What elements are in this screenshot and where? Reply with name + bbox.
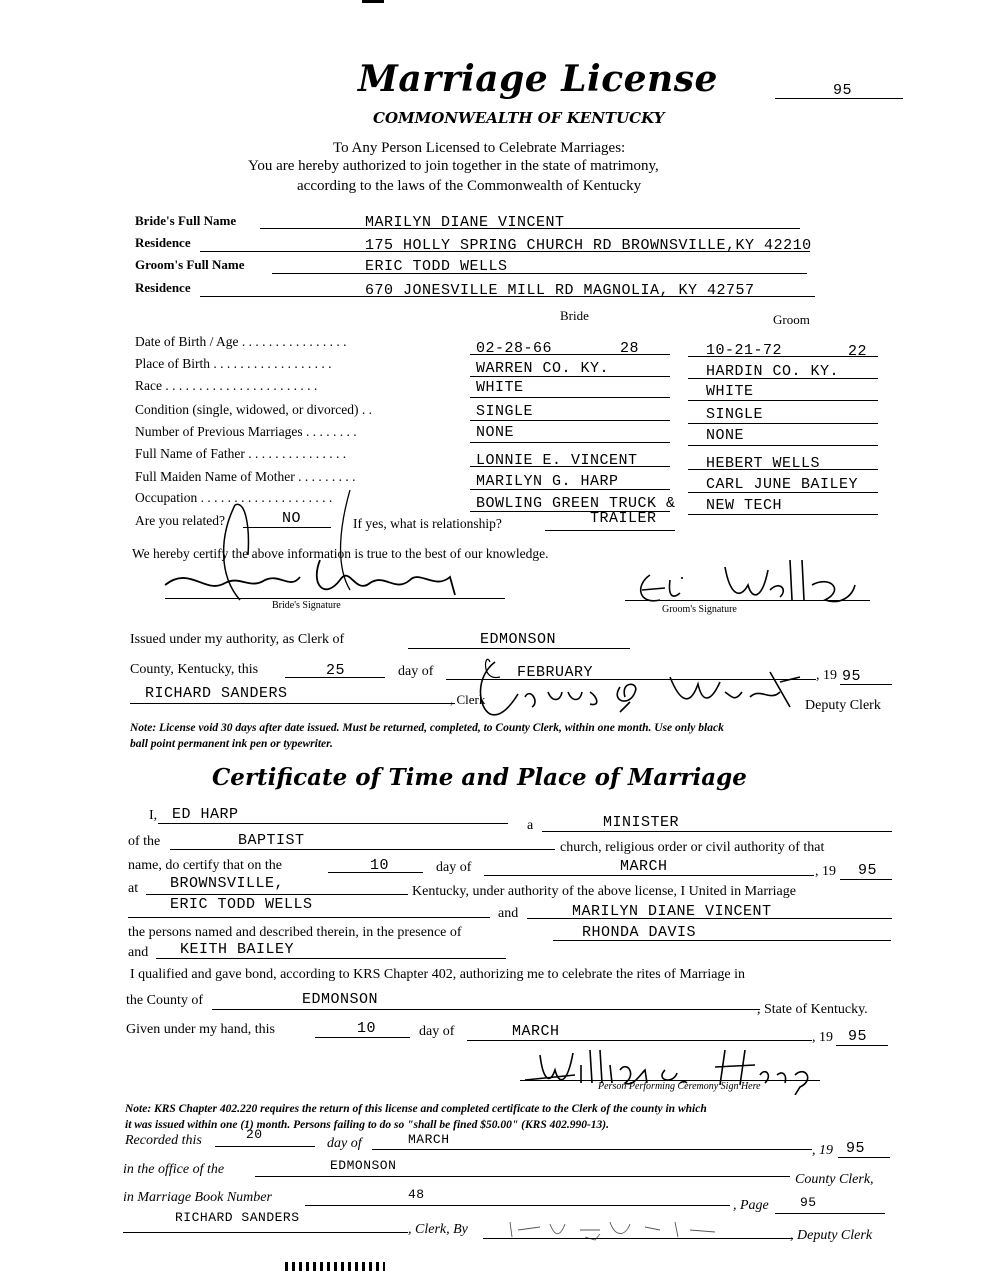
bride-condition: SINGLE <box>476 403 534 420</box>
condition-label: Condition (single, widowed, or divorced) . . <box>135 402 372 417</box>
bride-race: WHITE <box>476 379 524 396</box>
witness-2: KEITH BAILEY <box>180 941 295 958</box>
commonwealth-subtitle: COMMONWEALTH OF KENTUCKY <box>373 109 665 127</box>
mother-label: Full Maiden Name of Mother . . . . . . . . . <box>135 469 356 484</box>
relationship-label: If yes, what is relationship? <box>353 516 502 531</box>
license-title: Marriage License <box>358 58 718 100</box>
license-number-line <box>775 98 903 99</box>
race-label: Race . . . . . . . . . . . . . . . . . . . . . . . <box>135 378 318 393</box>
recording-clerk-name: RICHARD SANDERS <box>175 1210 300 1225</box>
cert-at-label: at <box>128 881 139 896</box>
cert-county: EDMONSON <box>302 991 379 1008</box>
recorded-month: MARCH <box>408 1132 450 1147</box>
church-name: BAPTIST <box>238 832 305 849</box>
license-number: 95 <box>833 82 853 99</box>
bride-dob: 02-28-66 <box>476 340 553 357</box>
issued-day: 25 <box>326 662 346 679</box>
bride-signature-label: Bride's Signature <box>272 600 341 611</box>
bride-name-label: Bride's Full Name <box>135 213 237 228</box>
clerk-label: , Clerk <box>450 692 486 707</box>
cert-given-day-of: day of <box>419 1024 455 1039</box>
witness-1: RHONDA DAVIS <box>582 924 697 941</box>
clerk-by-label: , Clerk, By <box>408 1222 468 1237</box>
recording-deputy-label: , Deputy Clerk <box>790 1228 873 1243</box>
cert-a-label: a <box>527 818 534 833</box>
intro-line-2: You are hereby authorized to join together in the state of matrimony, <box>248 158 659 174</box>
bride-father: LONNIE E. VINCENT <box>476 452 638 469</box>
book-number-label: in Marriage Book Number <box>123 1190 272 1205</box>
issued-clerk-county: EDMONSON <box>480 631 557 648</box>
ceremony-year: 95 <box>858 862 878 879</box>
bride-residence-value: 175 HOLLY SPRING CHURCH RD BROWNSVILLE,KY 42210 <box>365 237 812 254</box>
groom-name-value: ERIC TODD WELLS <box>365 258 508 275</box>
cert-bride-name: MARILYN DIANE VINCENT <box>572 903 772 920</box>
pob-label: Place of Birth . . . . . . . . . . . . . . . . . . <box>135 356 332 371</box>
bride-pob: WARREN CO. KY. <box>476 360 610 377</box>
recorded-label: Recorded this <box>125 1133 202 1148</box>
officiant-signature-label: Person Performing Ceremony Sign Here <box>598 1081 761 1092</box>
groom-name-label: Groom's Full Name <box>135 257 245 272</box>
recorded-day-of-label: day of <box>327 1136 362 1151</box>
intro-line-3: according to the laws of the Commonwealth of Kentucky <box>297 178 642 194</box>
groom-condition: SINGLE <box>706 406 764 423</box>
groom-occupation: NEW TECH <box>706 497 783 514</box>
dob-label: Date of Birth / Age . . . . . . . . . . . . . . . . <box>135 334 347 349</box>
cert-year-prefix: , 19 <box>815 864 836 879</box>
ceremony-day: 10 <box>370 857 390 874</box>
bride-mother: MARILYN G. HARP <box>476 473 619 490</box>
cert-given-label: Given under my hand, this <box>126 1022 275 1037</box>
bride-signature <box>150 465 470 605</box>
father-label: Full Name of Father . . . . . . . . . . . . . . . <box>135 446 347 461</box>
given-year: 95 <box>848 1028 868 1045</box>
groom-column-header: Groom <box>773 312 810 327</box>
cert-of-the-label: of the <box>128 834 161 849</box>
groom-pob: HARDIN CO. KY. <box>706 363 840 380</box>
issued-year: 95 <box>842 668 862 685</box>
scan-artifact <box>285 1262 385 1271</box>
issuing-clerk-name: RICHARD SANDERS <box>145 685 288 702</box>
county-clerk-label: County Clerk, <box>795 1172 874 1187</box>
certificate-title: Certificate of Time and Place of Marriage <box>212 764 747 791</box>
related-label: Are you related? <box>135 513 225 528</box>
deputy-clerk-label: Deputy Clerk <box>805 698 881 713</box>
bride-age: 28 <box>620 340 640 357</box>
license-note-line-1: Note: License void 30 days after date issued. Must be returned, completed, to County Clerk, within one month. Use only black <box>130 722 724 734</box>
officiant-name: ED HARP <box>172 806 239 823</box>
cert-groom-name: ERIC TODD WELLS <box>170 896 313 913</box>
groom-age: 22 <box>848 343 868 360</box>
recorded-day: 20 <box>246 1127 263 1142</box>
page-number: 95 <box>800 1195 817 1210</box>
cert-kentucky-label: Kentucky, under authority of the above license, I United in Marriage <box>412 884 796 899</box>
given-day: 10 <box>357 1020 377 1037</box>
officiant-title: MINISTER <box>603 814 680 831</box>
bride-occupation-line1: BOWLING GREEN TRUCK & <box>476 495 676 512</box>
ceremony-month: MARCH <box>620 858 668 875</box>
recorded-year: 95 <box>846 1140 866 1157</box>
cert-certify-label: name, do certify that on the <box>128 858 282 873</box>
bride-occupation-line2: TRAILER <box>590 510 657 527</box>
book-number: 48 <box>408 1187 425 1202</box>
groom-prev-marriages: NONE <box>706 427 745 444</box>
issued-year-prefix: , 19 <box>816 668 837 683</box>
cert-presence-label: the persons named and described therein, in the presence of <box>128 925 462 940</box>
bride-residence-label: Residence <box>135 235 191 250</box>
bride-prev-marriages: NONE <box>476 424 515 441</box>
cert-and-label: and <box>498 906 519 921</box>
issued-month: FEBRUARY <box>517 664 594 681</box>
groom-race: WHITE <box>706 383 754 400</box>
groom-residence-value: 670 JONESVILLE MILL RD MAGNOLIA, KY 42757 <box>365 282 755 299</box>
certify-statement: We hereby certify the above information is true to the best of our knowledge. <box>132 546 549 561</box>
recorded-office: EDMONSON <box>330 1158 397 1173</box>
krs-note-line-2: it was issued within one (1) month. Persons failing to do so "shall be fined $50.00" (KRS 402.990-13). <box>125 1119 610 1131</box>
cert-county-of-label: the County of <box>126 993 203 1008</box>
cert-state-label: , State of Kentucky. <box>757 1002 868 1017</box>
page-label: , Page <box>733 1198 769 1213</box>
county-day-label: County, Kentucky, this <box>130 662 259 677</box>
cert-and2-label: and <box>128 945 149 960</box>
scan-artifact-top <box>362 0 384 3</box>
krs-note-line-1: Note: KRS Chapter 402.220 requires the return of this license and completed certificate to the Clerk of the county in which <box>125 1103 707 1115</box>
bride-name-value: MARILYN DIANE VINCENT <box>365 214 565 231</box>
groom-residence-label: Residence <box>135 280 191 295</box>
issued-day-of-label: day of <box>398 664 434 679</box>
intro-line-1: To Any Person Licensed to Celebrate Marriages: <box>333 140 626 156</box>
cert-church-label: church, religious order or civil authority of that <box>560 840 825 855</box>
cert-qualified-label: I qualified and gave bond, according to KRS Chapter 402, authorizing me to celebrate the rites of Marriage in <box>130 967 746 982</box>
groom-mother: CARL JUNE BAILEY <box>706 476 859 493</box>
office-of-label: in the office of the <box>123 1162 225 1177</box>
license-note-line-2: ball point permanent ink pen or typewriter. <box>130 738 333 750</box>
groom-signature-label: Groom's Signature <box>662 604 737 615</box>
groom-father: HEBERT WELLS <box>706 455 821 472</box>
deputy-clerk-signature <box>470 652 810 722</box>
given-month: MARCH <box>512 1023 560 1040</box>
prev-marriages-label: Number of Previous Marriages . . . . . . . . <box>135 424 357 439</box>
recorded-year-prefix: , 19 <box>812 1143 833 1158</box>
occupation-label: Occupation . . . . . . . . . . . . . . . . . . . . <box>135 490 333 505</box>
bride-column-header: Bride <box>560 308 589 323</box>
issued-label: Issued under my authority, as Clerk of <box>130 632 345 647</box>
cert-day-of-label: day of <box>436 860 472 875</box>
ceremony-place: BROWNSVILLE, <box>170 875 285 892</box>
related-value: NO <box>282 510 302 527</box>
cert-given-year-prefix: , 19 <box>812 1030 833 1045</box>
cert-i-label: I, <box>149 808 158 823</box>
groom-dob: 10-21-72 <box>706 342 783 359</box>
